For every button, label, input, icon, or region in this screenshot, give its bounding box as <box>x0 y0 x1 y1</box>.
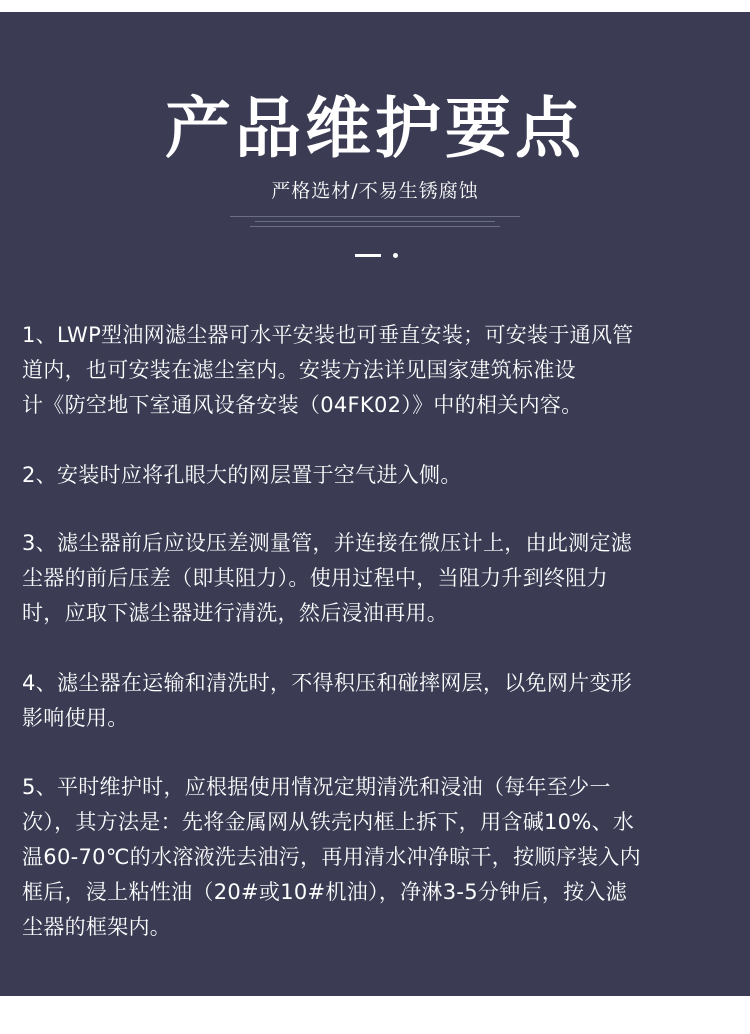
item-line: 4、滤尘器在运输和清洗时，不得积压和碰摔网层，以免网片变形 <box>22 671 633 695</box>
item-line: 3、滤尘器前后应设压差测量管，并连接在微压计上，由此测定滤 <box>22 531 633 555</box>
item-line: 影响使用。 <box>22 706 129 730</box>
item-line: 尘器的框架内。 <box>22 915 172 939</box>
maintenance-item-2 <box>22 458 734 493</box>
item-line: 1、LWP型油网滤尘器可水平安装也可垂直安装；可安装于通风管 <box>22 323 634 347</box>
item-line: 框后，浸上粘性油（20#或10#机油），净淋3-5分钟后，按入滤 <box>22 880 628 904</box>
maintenance-item-5 <box>22 770 734 945</box>
divider-dot <box>393 253 398 258</box>
item-line: 5、平时维护时，应根据使用情况定期清洗和浸油（每年至少一 <box>22 775 611 799</box>
maintenance-item-4 <box>22 666 734 736</box>
item-line: 温60-70℃的水溶液洗去油污，再用清水冲净晾干，按顺序装入内 <box>22 845 641 869</box>
item-line: 次），其方法是：先将金属网从铁壳内框上拆下，用含碱10%、水 <box>22 810 635 834</box>
maintenance-item-1 <box>22 318 734 423</box>
decorative-lines <box>230 216 520 236</box>
content-panel <box>0 12 750 996</box>
item-line: 2、安装时应将孔眼大的网层置于空气进入侧。 <box>22 463 462 487</box>
maintenance-item-3 <box>22 526 734 631</box>
page-subtitle: 严格选材/不易生锈腐蚀 <box>271 180 479 202</box>
item-line: 道内，也可安装在滤尘室内。安装方法详见国家建筑标准设 <box>22 358 576 382</box>
item-line: 时，应取下滤尘器进行清洗，然后浸油再用。 <box>22 601 448 625</box>
page-title: 产品维护要点 <box>165 90 585 167</box>
item-line: 计《防空地下室通风设备安装（04FK02）》中的相关内容。 <box>22 393 583 417</box>
item-line: 尘器的前后压差（即其阻力）。使用过程中，当阻力升到终阻力 <box>22 566 608 590</box>
divider-dash <box>355 254 381 257</box>
